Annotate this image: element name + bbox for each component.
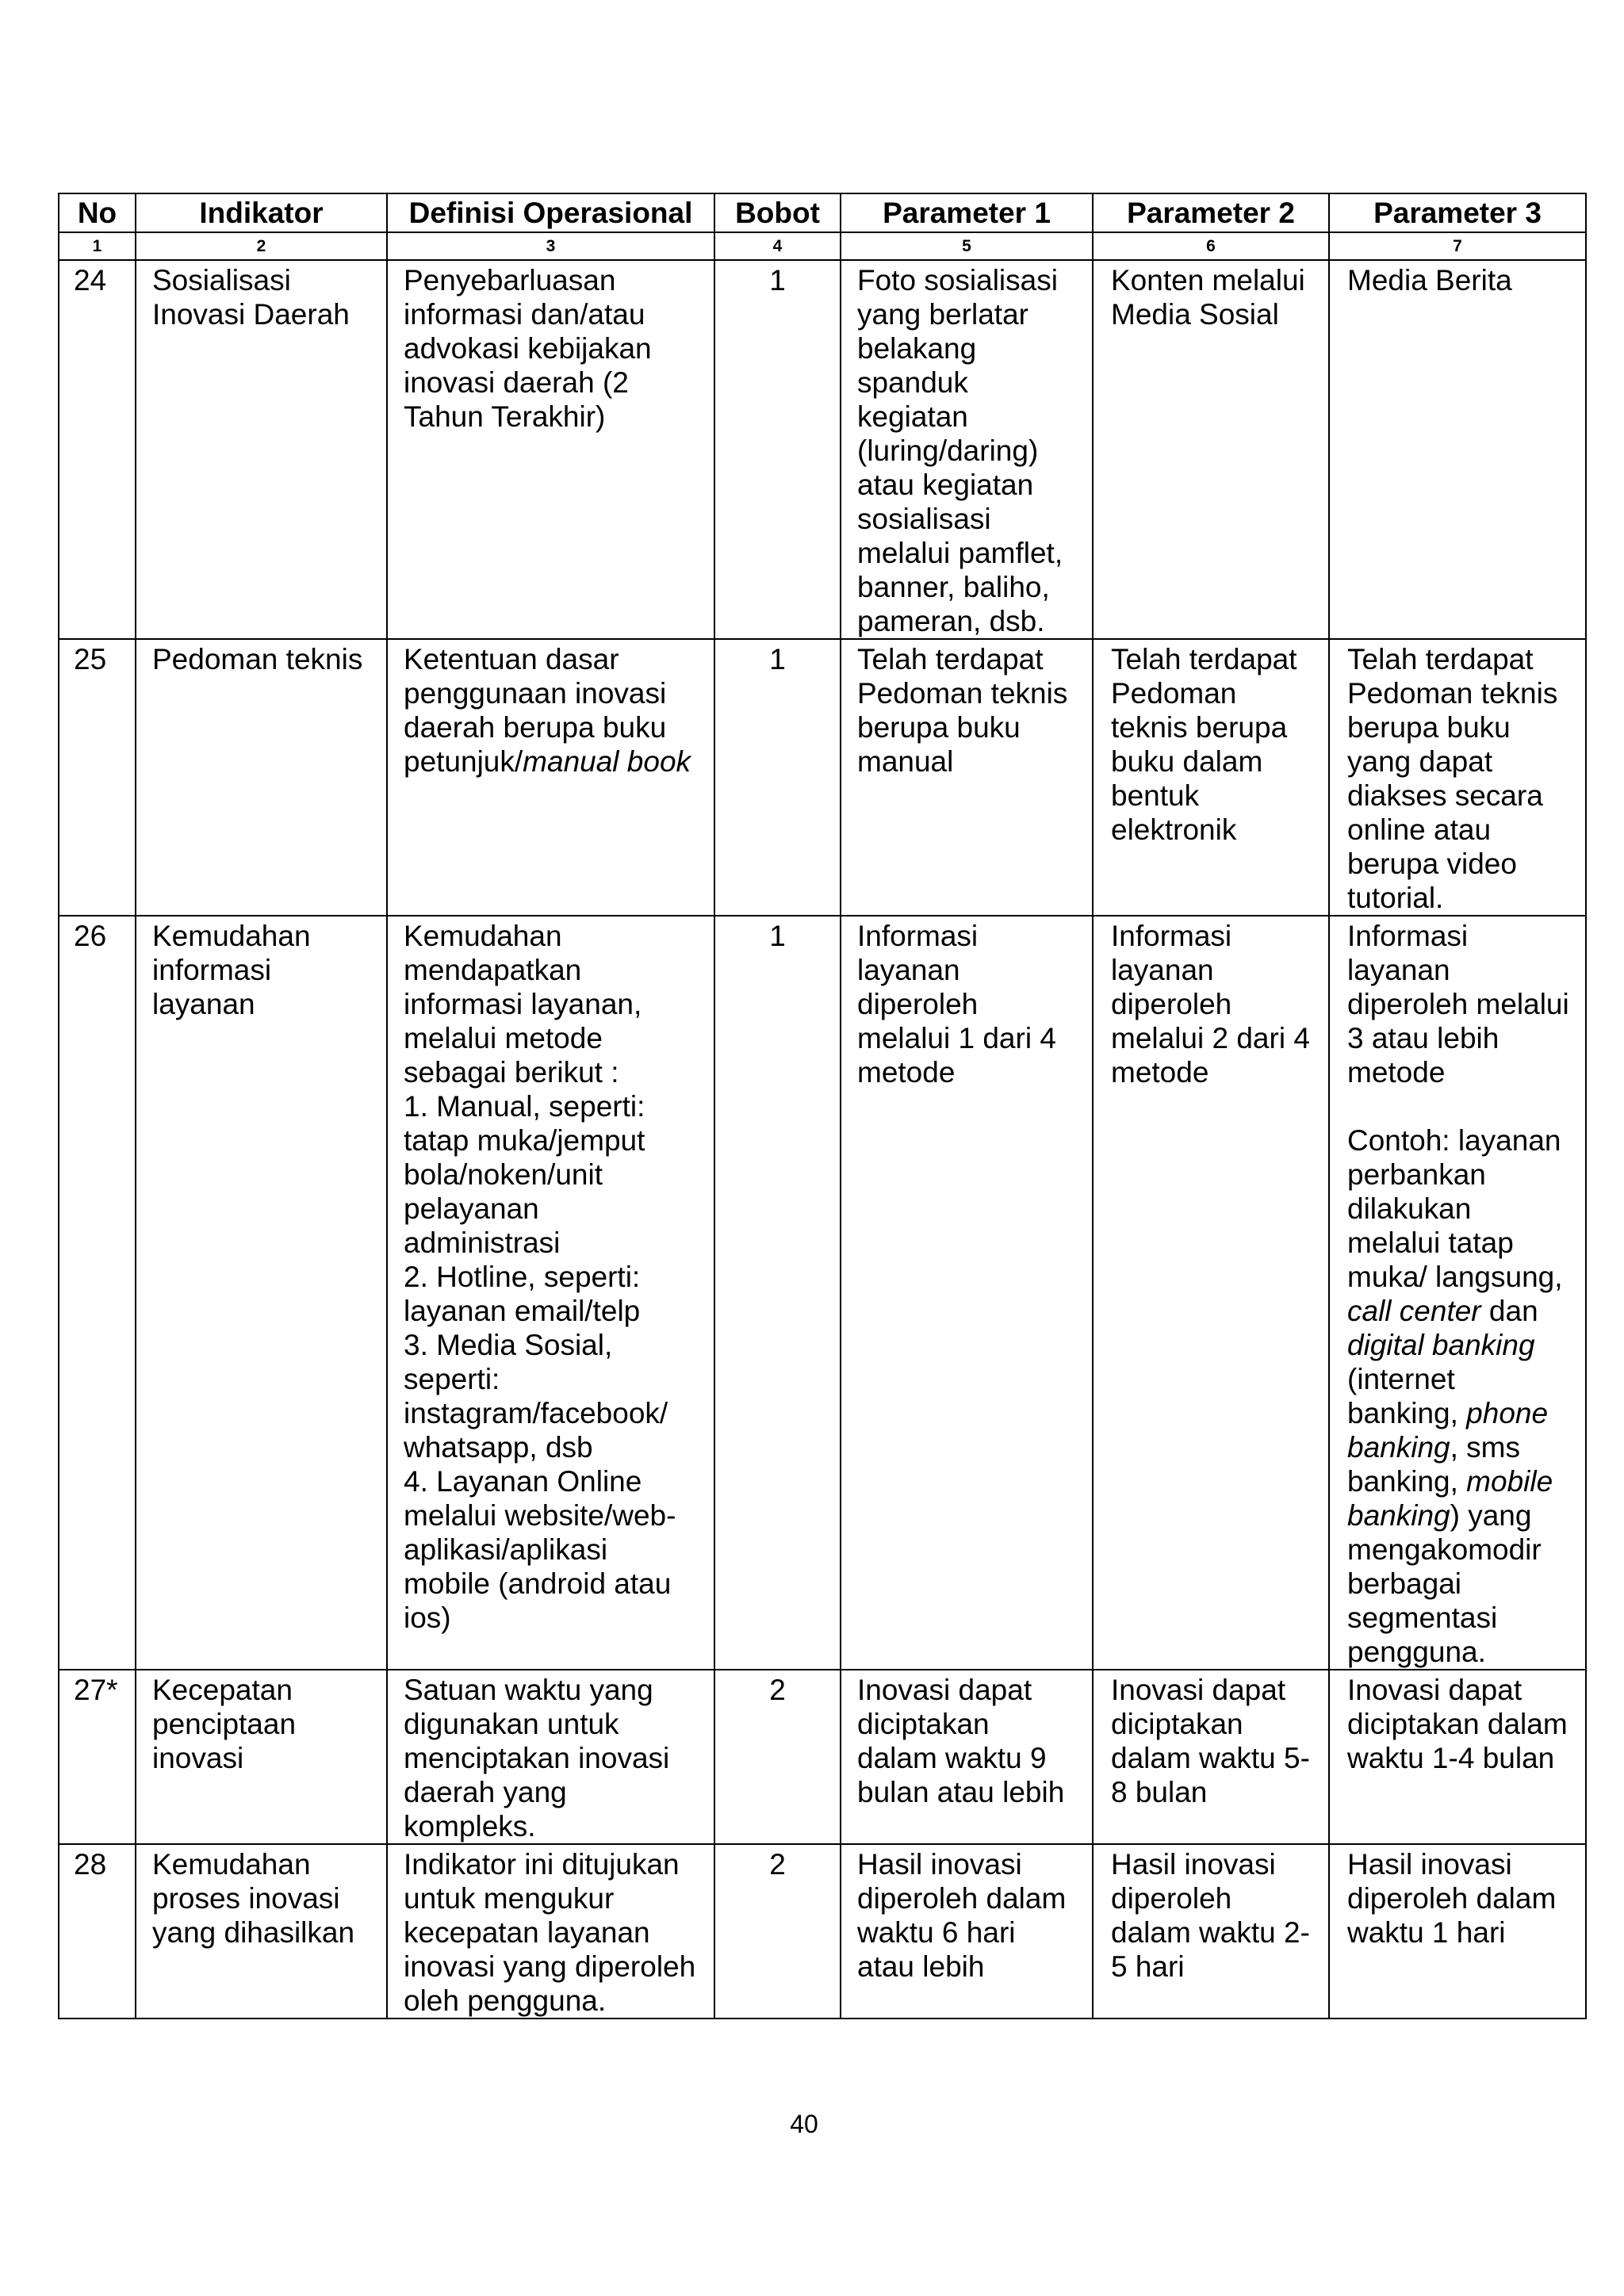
italic-text: phone: [1466, 1397, 1549, 1429]
cell-line: daerah berupa buku: [404, 711, 667, 744]
cell-line: diperoleh melalui: [1347, 988, 1569, 1020]
cell-line: Media Sosial: [1111, 298, 1279, 331]
cell-line: tatap muka/jemput: [404, 1124, 645, 1157]
cell-paragraph: [718, 263, 837, 297]
cell-paragraph: [718, 642, 837, 676]
cell-line: online atau: [1347, 813, 1492, 846]
cell-paragraph: [74, 919, 132, 953]
cell-bobot: [714, 1844, 841, 2019]
text-segment: banking,: [1347, 1397, 1467, 1429]
cell-line: metode: [1347, 1056, 1446, 1089]
cell-bobot: [714, 639, 841, 916]
cell-line: Inovasi dapat: [857, 1674, 1032, 1706]
cell-line: whatsapp, dsb: [404, 1431, 593, 1464]
column-number: 1: [59, 232, 136, 260]
cell-line: berupa buku: [1347, 711, 1511, 744]
cell-line: Hasil inovasi: [857, 1848, 1022, 1881]
cell-line: [1347, 1396, 1582, 1430]
cell-line: kompleks.: [404, 1810, 536, 1843]
table-row: [59, 639, 1586, 916]
cell-parameter-3: [1329, 1670, 1586, 1844]
cell-paragraph: [1111, 1847, 1325, 1984]
cell-line: advokasi kebijakan: [404, 332, 652, 365]
cell-line: Informasi: [1111, 920, 1232, 952]
cell-paragraph: [1111, 1673, 1325, 1809]
cell-definisi-operasional: [387, 260, 714, 639]
cell-line: 26: [74, 920, 107, 952]
cell-line: Informasi: [857, 920, 979, 952]
cell-line: Konten melalui: [1111, 264, 1305, 297]
cell-line: 27*: [74, 1674, 118, 1706]
cell-line: layanan: [857, 954, 960, 986]
cell-line: [404, 744, 710, 779]
cell-paragraph: [857, 919, 1089, 1089]
cell-parameter-1: [841, 1670, 1093, 1844]
cell-paragraph: [152, 919, 383, 1021]
cell-line: 2: [769, 1848, 786, 1881]
column-number: 6: [1093, 232, 1329, 260]
cell-line: seperti:: [404, 1363, 500, 1395]
cell-line: melalui tatap: [1347, 1226, 1514, 1259]
cell-paragraph: [404, 919, 710, 1635]
cell-line: layanan: [1111, 954, 1214, 986]
cell-line: mengakomodir: [1347, 1533, 1542, 1566]
cell-parameter-3: [1329, 260, 1586, 639]
cell-paragraph: [857, 263, 1089, 638]
cell-line: diciptakan: [1111, 1708, 1243, 1740]
cell-line: [1347, 1294, 1582, 1328]
cell-paragraph: [404, 263, 710, 434]
cell-line: Pedoman: [1111, 677, 1237, 710]
cell-parameter-1: [841, 916, 1093, 1670]
cell-paragraph: [1347, 919, 1582, 1089]
cell-line: Kemudahan: [152, 1848, 311, 1881]
cell-line: mobile (android atau: [404, 1567, 672, 1600]
cell-paragraph: [152, 263, 383, 331]
cell-line: digunakan untuk: [404, 1708, 619, 1740]
header-parameter-3: Parameter 3: [1329, 193, 1586, 232]
cell-paragraph: [718, 1673, 837, 1707]
cell-no: [59, 260, 136, 639]
cell-paragraph: [857, 1673, 1089, 1809]
cell-no: [59, 1670, 136, 1844]
indicator-table: [58, 193, 1587, 2019]
cell-line: 28: [74, 1848, 107, 1881]
column-number: 3: [387, 232, 714, 260]
cell-definisi-operasional: [387, 916, 714, 1670]
cell-no: [59, 639, 136, 916]
cell-line: penciptaan: [152, 1708, 297, 1740]
text-segment: dan: [1480, 1295, 1538, 1327]
table-row: [59, 260, 1586, 639]
header-parameter-1: Parameter 1: [841, 193, 1093, 232]
cell-paragraph: [74, 1847, 132, 1881]
cell-line: Satuan waktu yang: [404, 1674, 653, 1706]
cell-line: Tahun Terakhir): [404, 400, 606, 433]
cell-line: waktu 1-4 bulan: [1347, 1742, 1555, 1774]
cell-indikator: [136, 1844, 387, 2019]
cell-line: instagram/facebook/: [404, 1397, 668, 1429]
cell-line: melalui website/web-: [404, 1499, 676, 1532]
cell-line: layanan: [1347, 954, 1450, 986]
cell-line: spanduk: [857, 366, 968, 399]
italic-text: mobile: [1466, 1465, 1553, 1498]
cell-line: Inovasi dapat: [1347, 1674, 1522, 1706]
cell-line: dalam waktu 5-: [1111, 1742, 1310, 1774]
header-row: [59, 193, 1586, 232]
cell-line: sosialisasi: [857, 503, 991, 535]
table-row: [59, 916, 1586, 1670]
cell-paragraph: [1347, 1847, 1582, 1950]
cell-line: dilakukan: [1347, 1192, 1472, 1225]
cell-line: bentuk: [1111, 779, 1200, 812]
cell-paragraph: [857, 642, 1089, 779]
italic-text: digital banking: [1347, 1329, 1535, 1361]
cell-line: inovasi yang diperoleh: [404, 1950, 696, 1983]
cell-line: elektronik: [1111, 813, 1237, 846]
table-row: [59, 1844, 1586, 2019]
cell-parameter-1: [841, 1844, 1093, 2019]
cell-paragraph: [1347, 263, 1582, 297]
column-number: 2: [136, 232, 387, 260]
cell-line: 2: [769, 1674, 786, 1706]
cell-line: informasi layanan,: [404, 988, 642, 1020]
cell-line: Telah terdapat: [857, 643, 1044, 675]
cell-line: kecepatan layanan: [404, 1916, 650, 1949]
cell-paragraph: [718, 1847, 837, 1881]
cell-line: 1: [769, 920, 786, 952]
cell-paragraph: [404, 1847, 710, 2018]
cell-parameter-2: [1093, 1670, 1329, 1844]
cell-paragraph: [1347, 1673, 1582, 1775]
page-number: 40: [790, 2110, 818, 2138]
cell-line: dalam waktu 2-: [1111, 1916, 1310, 1949]
cell-line: sebagai berikut :: [404, 1056, 619, 1089]
cell-line: tutorial.: [1347, 882, 1444, 914]
cell-line: [1347, 1498, 1582, 1533]
cell-line: berupa video: [1347, 848, 1517, 880]
cell-line: Kemudahan: [152, 920, 311, 952]
text-segment: banking,: [1347, 1465, 1467, 1498]
cell-line: atau kegiatan: [857, 469, 1034, 501]
cell-line: 25: [74, 643, 107, 675]
cell-definisi-operasional: [387, 1670, 714, 1844]
cell-line: [1347, 1464, 1582, 1498]
cell-line: oleh pengguna.: [404, 1984, 607, 2017]
cell-line: Pedoman teknis: [857, 677, 1068, 710]
cell-paragraph: [857, 1847, 1089, 1984]
cell-line: 2. Hotline, seperti:: [404, 1261, 641, 1293]
cell-line: 3 atau lebih: [1347, 1022, 1500, 1054]
cell-line: Informasi: [1347, 920, 1469, 952]
cell-line: Hasil inovasi: [1347, 1848, 1512, 1881]
cell-line: ios): [404, 1601, 451, 1634]
cell-line: muka/ langsung,: [1347, 1261, 1563, 1293]
cell-line: teknis berupa: [1111, 711, 1288, 744]
cell-line: pameran, dsb.: [857, 605, 1045, 637]
cell-line: diakses secara: [1347, 779, 1543, 812]
cell-line: diperoleh dalam: [857, 1882, 1067, 1915]
cell-line: penggunaan inovasi: [404, 677, 667, 710]
cell-line: inovasi daerah (2: [404, 366, 629, 399]
cell-line: [1347, 1430, 1582, 1464]
cell-line: (luring/daring): [857, 434, 1039, 467]
cell-line: Kecepatan: [152, 1674, 293, 1706]
cell-line: diperoleh: [857, 988, 979, 1020]
cell-parameter-3: [1329, 1844, 1586, 2019]
cell-line: proses inovasi: [152, 1882, 340, 1915]
cell-line: [1347, 1328, 1582, 1362]
cell-line: Penyebarluasan: [404, 264, 616, 297]
cell-line: bulan atau lebih: [857, 1776, 1065, 1808]
cell-line: diperoleh: [1111, 988, 1232, 1020]
cell-definisi-operasional: [387, 1844, 714, 2019]
cell-parameter-2: [1093, 260, 1329, 639]
cell-line: menciptakan inovasi: [404, 1742, 670, 1774]
cell-line: Telah terdapat: [1111, 643, 1297, 675]
cell-line: melalui 2 dari 4: [1111, 1022, 1310, 1054]
cell-line: yang dapat: [1347, 745, 1493, 778]
cell-line: Ketentuan dasar: [404, 643, 619, 675]
cell-paragraph: [152, 1673, 383, 1775]
cell-line: 1: [769, 643, 786, 675]
cell-indikator: [136, 916, 387, 1670]
cell-line: melalui pamflet,: [857, 537, 1063, 569]
cell-parameter-2: [1093, 1844, 1329, 2019]
cell-line: perbankan: [1347, 1158, 1486, 1191]
cell-line: 8 bulan: [1111, 1776, 1208, 1808]
cell-line: layanan: [152, 988, 255, 1020]
cell-parameter-3: [1329, 916, 1586, 1670]
cell-paragraph: [74, 263, 132, 297]
cell-indikator: [136, 260, 387, 639]
cell-line: 1. Manual, seperti:: [404, 1090, 645, 1123]
cell-line: Inovasi Daerah: [152, 298, 350, 331]
cell-paragraph: [1347, 642, 1582, 915]
header-indikator: Indikator: [136, 193, 387, 232]
cell-line: informasi dan/atau: [404, 298, 645, 331]
cell-no: [59, 1844, 136, 2019]
column-number: 7: [1329, 232, 1586, 260]
cell-line: mendapatkan: [404, 954, 582, 986]
cell-line: pelayanan: [404, 1192, 539, 1225]
italic-text: banking: [1347, 1499, 1450, 1532]
column-number: 4: [714, 232, 841, 260]
cell-indikator: [136, 1670, 387, 1844]
cell-line: diciptakan dalam: [1347, 1708, 1568, 1740]
cell-line: 4. Layanan Online: [404, 1465, 642, 1498]
cell-line: segmentasi: [1347, 1601, 1498, 1634]
cell-line: belakang: [857, 332, 977, 365]
cell-line: waktu 6 hari: [857, 1916, 1016, 1949]
cell-line: melalui metode: [404, 1022, 603, 1054]
cell-line: Hasil inovasi: [1111, 1848, 1276, 1881]
cell-bobot: [714, 1670, 841, 1844]
cell-line: metode: [1111, 1056, 1209, 1089]
cell-paragraph: [74, 1673, 132, 1707]
cell-parameter-2: [1093, 916, 1329, 1670]
header-no: No: [59, 193, 136, 232]
italic-text: banking: [1347, 1431, 1450, 1464]
cell-paragraph: [718, 919, 837, 953]
table-row: [59, 1670, 1586, 1844]
cell-line: (internet: [1347, 1363, 1455, 1395]
cell-line: berbagai: [1347, 1567, 1462, 1600]
cell-line: manual: [857, 745, 954, 778]
italic-text: manual book: [523, 745, 691, 778]
cell-line: yang berlatar: [857, 298, 1028, 331]
cell-line: waktu 1 hari: [1347, 1916, 1506, 1949]
cell-line: yang dihasilkan: [152, 1916, 355, 1949]
cell-no: [59, 916, 136, 1670]
cell-paragraph: [1111, 263, 1325, 331]
table-body: [59, 260, 1586, 2019]
cell-line: Telah terdapat: [1347, 643, 1534, 675]
cell-line: daerah yang: [404, 1776, 567, 1808]
cell-line: dalam waktu 9: [857, 1742, 1047, 1774]
cell-line: 5 hari: [1111, 1950, 1185, 1983]
cell-paragraph: [1111, 919, 1325, 1089]
cell-bobot: [714, 260, 841, 639]
cell-parameter-1: [841, 260, 1093, 639]
cell-line: Foto sosialisasi: [857, 264, 1058, 297]
cell-line: inovasi: [152, 1742, 244, 1774]
cell-paragraph: [404, 1673, 710, 1843]
cell-line: Inovasi dapat: [1111, 1674, 1286, 1706]
cell-line: banner, baliho,: [857, 571, 1050, 603]
cell-line: Kemudahan: [404, 920, 562, 952]
cell-bobot: [714, 916, 841, 1670]
header-bobot: Bobot: [714, 193, 841, 232]
cell-line: untuk mengukur: [404, 1882, 615, 1915]
cell-line: diperoleh dalam: [1347, 1882, 1557, 1915]
cell-line: Media Berita: [1347, 264, 1512, 297]
header-definisi-operasional: Definisi Operasional: [387, 193, 714, 232]
cell-line: diciptakan: [857, 1708, 990, 1740]
column-number-row: [59, 232, 1586, 260]
text-segment: , sms: [1450, 1431, 1520, 1464]
cell-paragraph: [152, 1847, 383, 1950]
cell-line: atau lebih: [857, 1950, 985, 1983]
cell-line: berupa buku: [857, 711, 1021, 744]
cell-line: metode: [857, 1056, 956, 1089]
cell-line: Pedoman teknis: [152, 643, 363, 675]
cell-line: 1: [769, 264, 786, 297]
cell-line: layanan email/telp: [404, 1295, 641, 1327]
cell-line: Pedoman teknis: [1347, 677, 1558, 710]
cell-paragraph: [404, 642, 710, 779]
cell-line: informasi: [152, 954, 272, 986]
text-segment: petunjuk/: [404, 745, 523, 778]
cell-line: buku dalam: [1111, 745, 1263, 778]
cell-line: Indikator ini ditujukan: [404, 1848, 680, 1881]
cell-line: diperoleh: [1111, 1882, 1232, 1915]
cell-line: melalui 1 dari 4: [857, 1022, 1056, 1054]
cell-paragraph: [1111, 642, 1325, 847]
cell-parameter-3: [1329, 639, 1586, 916]
cell-line: administrasi: [404, 1226, 561, 1259]
cell-paragraph: [74, 642, 132, 676]
cell-line: bola/noken/unit: [404, 1158, 603, 1191]
header-parameter-2: Parameter 2: [1093, 193, 1329, 232]
cell-line: pengguna.: [1347, 1636, 1486, 1668]
cell-definisi-operasional: [387, 639, 714, 916]
cell-paragraph: [152, 642, 383, 676]
cell-parameter-1: [841, 639, 1093, 916]
cell-parameter-2: [1093, 639, 1329, 916]
cell-line: 24: [74, 264, 107, 297]
column-number: 5: [841, 232, 1093, 260]
cell-line: 3. Media Sosial,: [404, 1329, 613, 1361]
italic-text: call center: [1347, 1295, 1481, 1327]
cell-line: kegiatan: [857, 400, 968, 433]
text-segment: ) yang: [1450, 1499, 1532, 1532]
cell-indikator: [136, 639, 387, 916]
cell-line: aplikasi/aplikasi: [404, 1533, 608, 1566]
cell-line: Sosialisasi: [152, 264, 291, 297]
cell-line: Contoh: layanan: [1347, 1124, 1561, 1157]
cell-paragraph: [1347, 1123, 1582, 1669]
